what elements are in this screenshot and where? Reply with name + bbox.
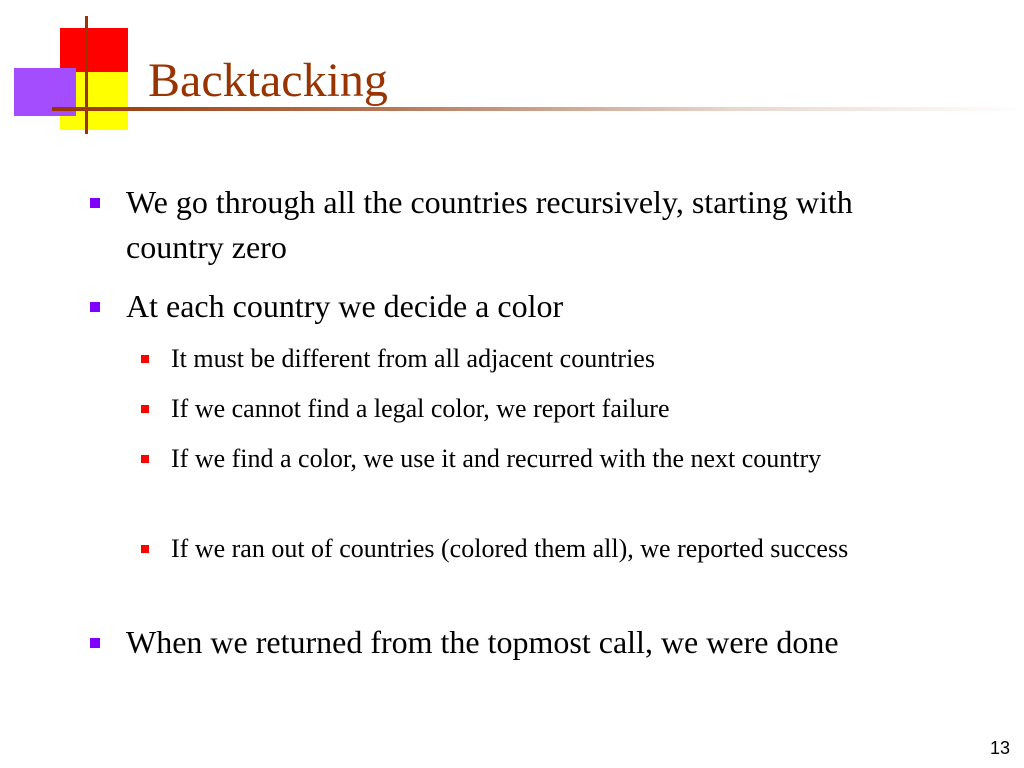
- sub-bullet-item: [171, 339, 951, 378]
- bullet-text: At each country we decide a color: [126, 288, 564, 324]
- page-number: 13: [989, 738, 1010, 758]
- sub-bullet-text: If we find a color, we use it and recurred with the next country: [171, 444, 822, 473]
- bullet-item: [126, 620, 946, 665]
- sub-bullet-item: [171, 389, 951, 428]
- bullet-marker-icon: [90, 638, 100, 648]
- bullet-item: [126, 284, 926, 329]
- bullet-text: We go through all the countries recursively, starting with country zero: [126, 184, 853, 265]
- bullet-item: [126, 180, 886, 270]
- sub-bullet-marker-icon: [141, 545, 149, 553]
- slide-title: Backtacking: [148, 54, 388, 107]
- sub-bullet-marker-icon: [141, 455, 149, 463]
- sub-bullet-text: If we cannot find a legal color, we report failure: [171, 394, 670, 423]
- bullet-marker-icon: [90, 198, 100, 208]
- bullet-text: When we returned from the topmost call, we were done: [126, 624, 839, 660]
- sub-bullet-item: [171, 439, 931, 478]
- bullet-marker-icon: [90, 302, 100, 312]
- sub-bullet-marker-icon: [141, 355, 149, 363]
- sub-bullet-item: [171, 529, 851, 568]
- sub-bullet-text: It must be different from all adjacent countries: [171, 344, 655, 373]
- sub-bullet-marker-icon: [141, 405, 149, 413]
- sub-bullet-text: If we ran out of countries (colored them all), we reported success: [171, 534, 849, 563]
